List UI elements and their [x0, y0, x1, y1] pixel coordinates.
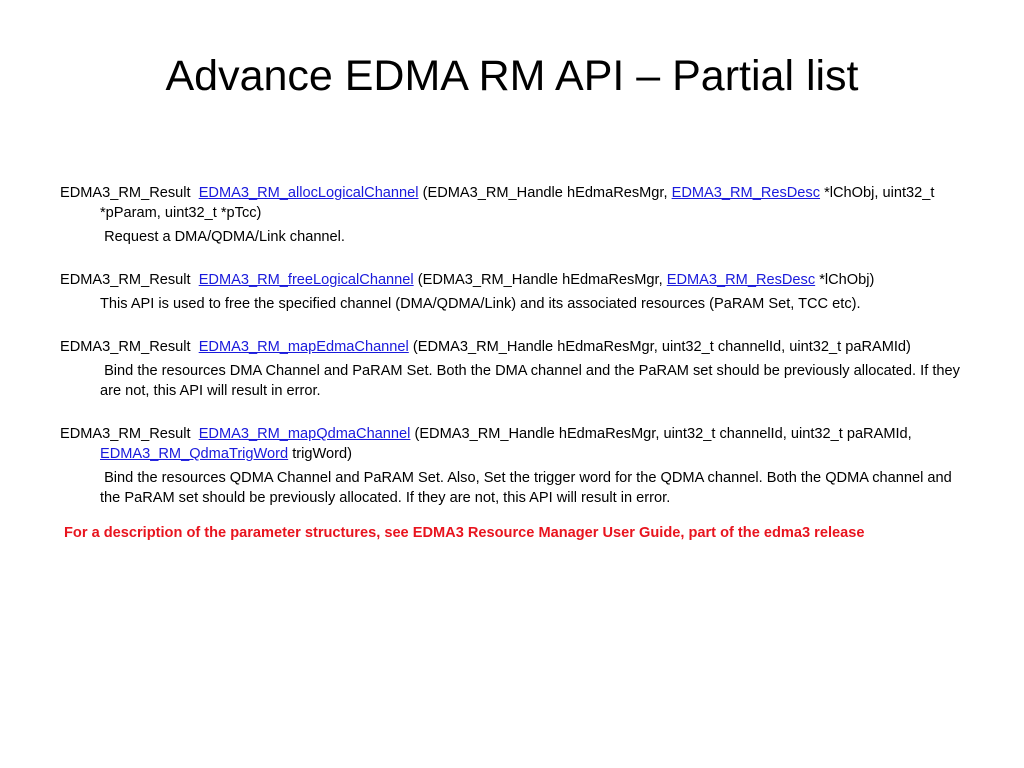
slide-title: Advance EDMA RM API – Partial list — [165, 52, 859, 100]
params-text-end: trigWord) — [292, 446, 352, 462]
function-link-free-logical-channel[interactable]: EDMA3_RM_freeLogicalChannel — [198, 272, 414, 288]
api-entry-map-qdma-channel — [60, 424, 970, 508]
return-type: EDMA3_RM_Result — [60, 185, 191, 201]
api-description: Bind the resources DMA Channel and PaRAM Set. Both the DMA channel and the PaRAM set should be previously allocated. If they are not, this API will result in error. — [100, 363, 960, 399]
reference-note: For a description of the parameter structures, see EDMA3 Resource Manager User Guide, part of the edma3 release — [64, 525, 865, 541]
api-description: This API is used to free the specified channel (DMA/QDMA/Link) and its associated resources (PaRAM Set, TCC etc). — [100, 296, 861, 312]
params-text: (EDMA3_RM_Handle hEdmaResMgr, uint32_t channelId, uint32_t paRAMId) — [412, 339, 911, 355]
type-link-qdma-trig-word[interactable]: EDMA3_RM_QdmaTrigWord — [100, 446, 289, 462]
api-entry-alloc-logical-channel — [60, 183, 970, 247]
params-text: (EDMA3_RM_Handle hEdmaResMgr, — [417, 272, 663, 288]
function-link-map-qdma-channel[interactable]: EDMA3_RM_mapQdmaChannel — [198, 426, 411, 442]
api-signature — [60, 424, 970, 464]
type-link-res-desc[interactable]: EDMA3_RM_ResDesc — [671, 185, 821, 201]
params-text-end: *lChObj, uint32_t *pParam, uint32_t *pTcc) — [100, 185, 935, 221]
params-text-end: *lChObj) — [819, 272, 875, 288]
return-type: EDMA3_RM_Result — [60, 426, 191, 442]
api-entry-free-logical-channel — [60, 270, 970, 314]
api-description: Request a DMA/QDMA/Link channel. — [104, 229, 345, 245]
api-entry-map-edma-channel — [60, 337, 970, 401]
params-text: (EDMA3_RM_Handle hEdmaResMgr, — [422, 185, 668, 201]
api-signature — [60, 270, 970, 290]
function-link-alloc-logical-channel[interactable]: EDMA3_RM_allocLogicalChannel — [198, 185, 419, 201]
return-type: EDMA3_RM_Result — [60, 272, 191, 288]
return-type: EDMA3_RM_Result — [60, 339, 191, 355]
function-link-map-edma-channel[interactable]: EDMA3_RM_mapEdmaChannel — [198, 339, 409, 355]
api-description: Bind the resources QDMA Channel and PaRAM Set. Also, Set the trigger word for the QDMA channel. Both the QDMA channel and the PaRAM set should be previously allocated. If they are not, this API will result in error. — [100, 470, 952, 506]
api-list — [60, 183, 970, 543]
api-signature — [60, 183, 970, 223]
type-link-res-desc[interactable]: EDMA3_RM_ResDesc — [666, 272, 816, 288]
params-text: (EDMA3_RM_Handle hEdmaResMgr, uint32_t channelId, uint32_t paRAMId, — [414, 426, 912, 442]
api-signature — [60, 337, 970, 357]
